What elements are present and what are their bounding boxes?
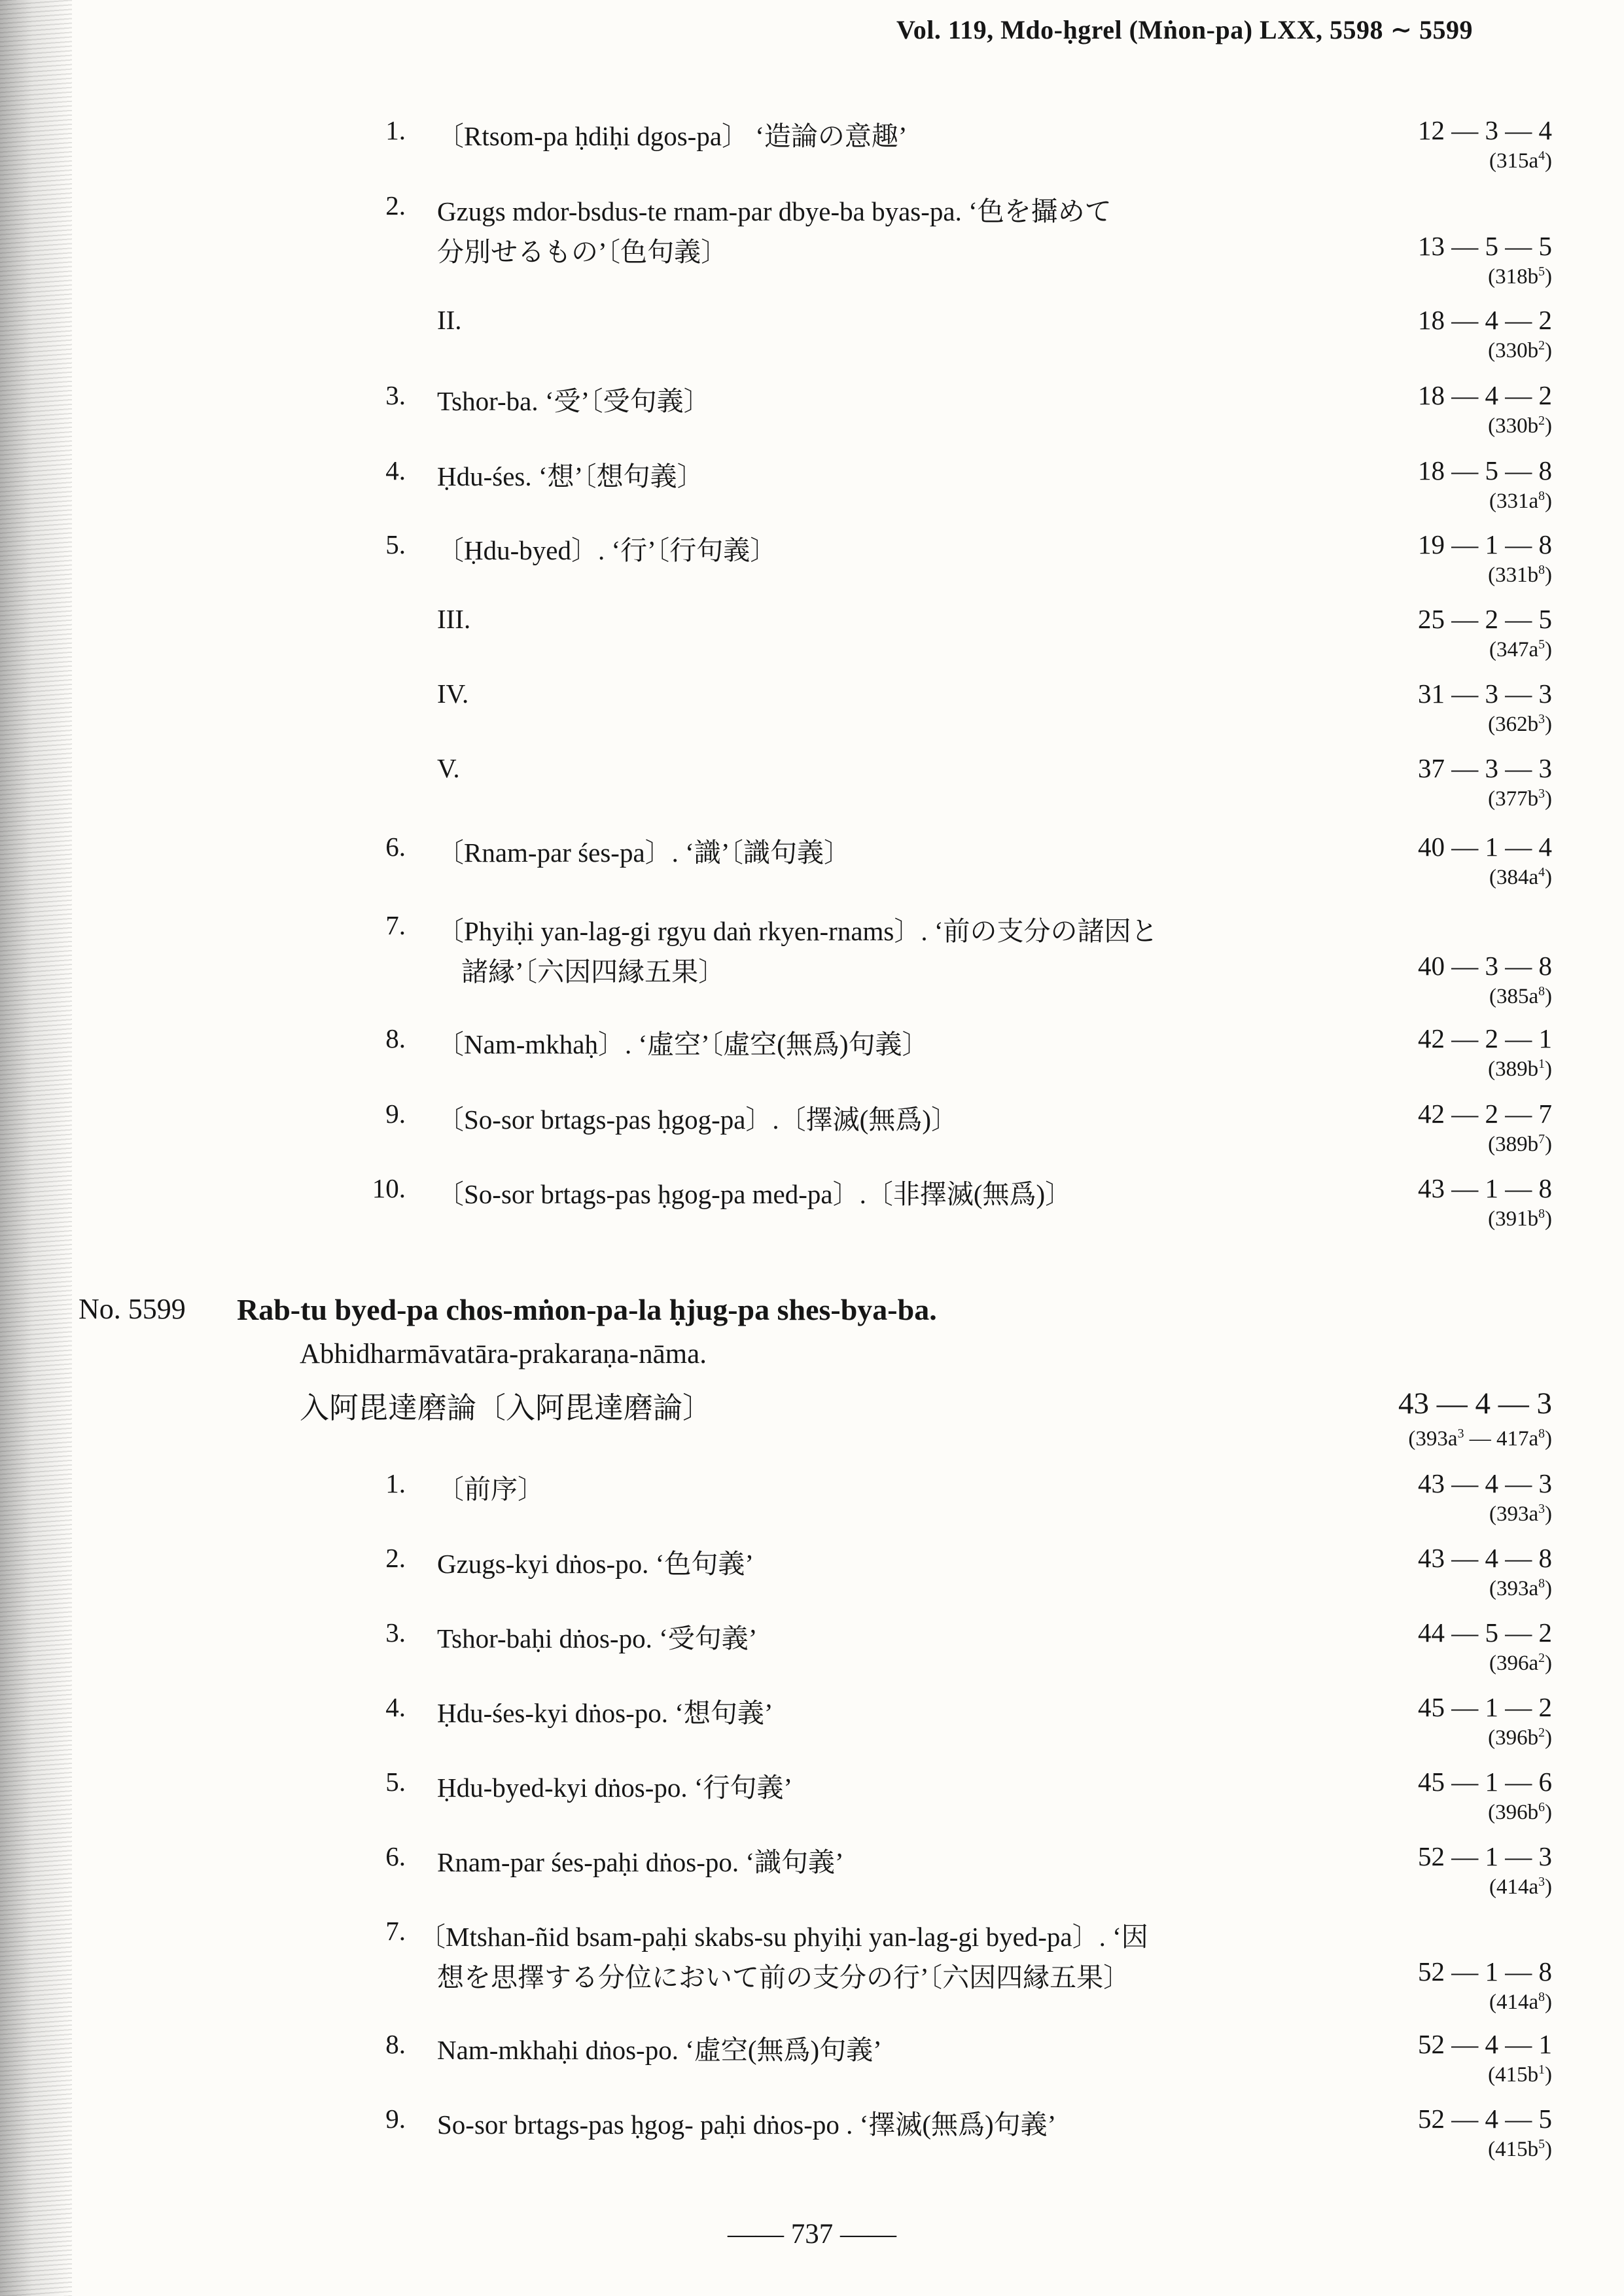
entry-title: Rnam-par śes-paḥi dṅos-po. ‘識句義’ [437,1847,844,1877]
entry-title: 〔Mtshan-ñid bsam-paḥi skabs-su phyiḥi yan-lag-gi byed-pa〕. ‘因 [419,1922,1148,1952]
entry-number: 1. [385,115,406,145]
entry-reference: 44 — 5 — 2 [1418,1617,1552,1648]
running-header: Vol. 119, Mdo-ḥgrel (Mṅon-pa) LXX, 5598 ∼ 5599 [896,15,1474,44]
entry-title: II. [437,305,462,335]
entry-reference: 43 — 4 — 8 [1418,1543,1552,1573]
page-number: —— 737 —— [728,2219,896,2250]
entry-title: III. [437,604,471,634]
entry-title: Tshor-ba. ‘受’〔受句義〕 [437,386,711,416]
entry-reference: 45 — 1 — 2 [1418,1692,1552,1722]
entry-number: 9. [385,2104,406,2134]
entry-reference: 40 — 3 — 8 [1418,951,1552,981]
entry-reference: 13 — 5 — 5 [1418,231,1552,261]
entry-number: 5. [385,1767,406,1797]
entry-number: 8. [385,1023,406,1053]
entry-page-ref: $(315a^4)$ [1489,149,1552,173]
entry-page-ref: $(384a^4)$ [1489,865,1552,889]
entry-title-continued: 分別せるもの’〔色句義〕 [437,237,728,267]
entry-reference: 43 — 4 — 3 [1418,1468,1552,1498]
entry-page-ref: $(393a^8)$ [1489,1576,1552,1600]
entry-reference: 37 — 3 — 3 [1418,753,1552,783]
entry-title-continued: 諸縁’〔六因四縁五果〕 [461,957,726,987]
entry-number: 10. [372,1173,406,1203]
entry-title: Ḥdu-śes. ‘想’〔想句義〕 [437,461,704,491]
entry-page-ref: $(385a^8)$ [1489,984,1552,1008]
entry-title: So-sor brtags-pas ḥgog- paḥi dṅos-po . ‘擇滅(無爲)句義’ [437,2110,1057,2140]
entry-title: Gzugs-kyi dṅos-po. ‘色句義’ [437,1549,754,1579]
entry-title: 〔So-sor brtags-pas ḥgog-pa〕.〔擇滅(無爲)〕 [437,1104,958,1135]
entry-title: 〔Nam-mkhaḥ〕. ‘虛空’〔虛空(無爲)句義〕 [437,1029,929,1059]
entry-number-label: No. 5599 [79,1293,186,1325]
entry-page-ref: $(391b^8)$ [1488,1207,1552,1231]
entry-number: 8. [385,2029,406,2059]
entry-title: 〔前序〕 [437,1474,544,1504]
entry-page-ref: $(396a^2)$ [1489,1651,1552,1675]
entry-title: Nam-mkhaḥi dṅos-po. ‘虛空(無爲)句義’ [437,2035,882,2065]
entry-number: 2. [385,1543,406,1573]
entry-page-ref: $(396b^2)$ [1488,1725,1552,1750]
entry-title: Tshor-baḥi dṅos-po. ‘受句義’ [437,1623,758,1653]
entry-reference: 25 — 2 — 5 [1418,604,1552,634]
entry-page-ref: $(318b^5)$ [1488,264,1552,289]
entry-page-ref: $(331b^8)$ [1488,563,1552,587]
entry-title: 〔Phyiḥi yan-lag-gi rgyu daṅ rkyen-rnams〕. ‘前の支分の諸因と [437,916,1158,946]
entry-reference: 19 — 1 — 8 [1418,529,1552,559]
entry-number: 7. [385,1916,406,1946]
entry-title: Ḥdu-byed-kyi dṅos-po. ‘行句義’ [437,1773,793,1803]
entry-reference: 52 — 4 — 5 [1418,2104,1552,2134]
entry-reference: 12 — 3 — 4 [1418,115,1552,145]
tibetan-title: Rab-tu byed-pa chos-mṅon-pa-la ḥjug-pa shes-bya-ba. [237,1293,937,1326]
entry-page-ref: $(362b^3)$ [1488,712,1552,736]
entry-reference: 40 — 1 — 4 [1418,832,1552,862]
entry-number: 3. [385,380,406,410]
entry-page-ref: $(415b^1)$ [1488,2062,1552,2087]
entry-reference: 18 — 4 — 2 [1418,380,1552,410]
japanese-title: 入阿毘達磨論〔入阿毘達磨論〕 [300,1392,713,1424]
entry-page-ref: $(414a^8)$ [1489,1990,1552,2014]
entry-title: V. [437,753,460,783]
entry-page-ref: $(393a^3)$ [1489,1502,1552,1526]
entry-number: 3. [385,1617,406,1648]
entry-title: Ḥdu-śes-kyi dṅos-po. ‘想句義’ [437,1698,773,1728]
entry-title: 〔Ḥdu-byed〕. ‘行’〔行句義〕 [437,535,777,565]
entry-page-ref: $(330b^2)$ [1488,338,1552,362]
sanskrit-title: Abhidharmāvatāra-prakaraṇa-nāma. [300,1339,707,1369]
entry-title: IV. [437,679,469,709]
entry-reference: 52 — 1 — 8 [1418,1956,1552,1987]
entry-number: 6. [385,832,406,862]
entry-number: 9. [385,1099,406,1129]
entry-reference: 18 — 4 — 2 [1418,305,1552,335]
entry-page-ref: $(389b^1)$ [1488,1057,1552,1081]
entry-reference: 42 — 2 — 7 [1418,1099,1552,1129]
entry-reference: 18 — 5 — 8 [1418,455,1552,486]
entry-number: 5. [385,529,406,559]
entry-reference: 43 — 4 — 3 [1398,1386,1552,1421]
entry-number: 6. [385,1841,406,1871]
entry-page-ref: $(330b^2)$ [1488,414,1552,438]
entry-page-ref: $(396b^6)$ [1488,1800,1552,1824]
entry-reference: 43 — 1 — 8 [1418,1173,1552,1203]
entry-page-ref: $(347a^5)$ [1489,637,1552,662]
entry-number: 1. [385,1468,406,1498]
entry-title: 〔Rtsom-pa ḥdiḥi dgos-pa〕 ‘造論の意趣’ [437,121,908,151]
entry-number: 7. [385,910,406,940]
entry-reference: 52 — 4 — 1 [1418,2029,1552,2059]
entry-reference: 45 — 1 — 6 [1418,1767,1552,1797]
entry-title: Gzugs mdor-bsdus-te rnam-par dbye-ba byas-pa. ‘色を攝めて [437,196,1112,226]
entry-title-continued: 想を思擇する分位において前の支分の行’〔六因四縁五果〕 [437,1962,1131,1992]
entry-number: 4. [385,455,406,486]
entry-reference: 42 — 2 — 1 [1418,1023,1552,1053]
entry-page-ref: $(377b^3)$ [1488,786,1552,811]
entry-reference: 52 — 1 — 3 [1418,1841,1552,1871]
entry-page-ref: $(414a^3)$ [1489,1875,1552,1899]
entry-page-ref: $(331a^8)$ [1489,489,1552,513]
entry-page-ref: $(415b^5)$ [1488,2137,1552,2161]
entry-title: 〔So-sor brtags-pas ḥgog-pa med-pa〕.〔非擇滅(無爲)〕 [437,1179,1072,1209]
entry-title: 〔Rnam-par śes-pa〕. ‘識’〔識句義〕 [437,838,851,868]
entry-reference: 31 — 3 — 3 [1418,679,1552,709]
scanned-page-edge [0,0,72,2296]
entry-number: 4. [385,1692,406,1722]
entry-page-ref: $(389b^7)$ [1488,1132,1552,1156]
entry-number: 2. [385,190,406,221]
entry-page-range: ($393a^3$ — $417a^8$) [1408,1426,1552,1451]
